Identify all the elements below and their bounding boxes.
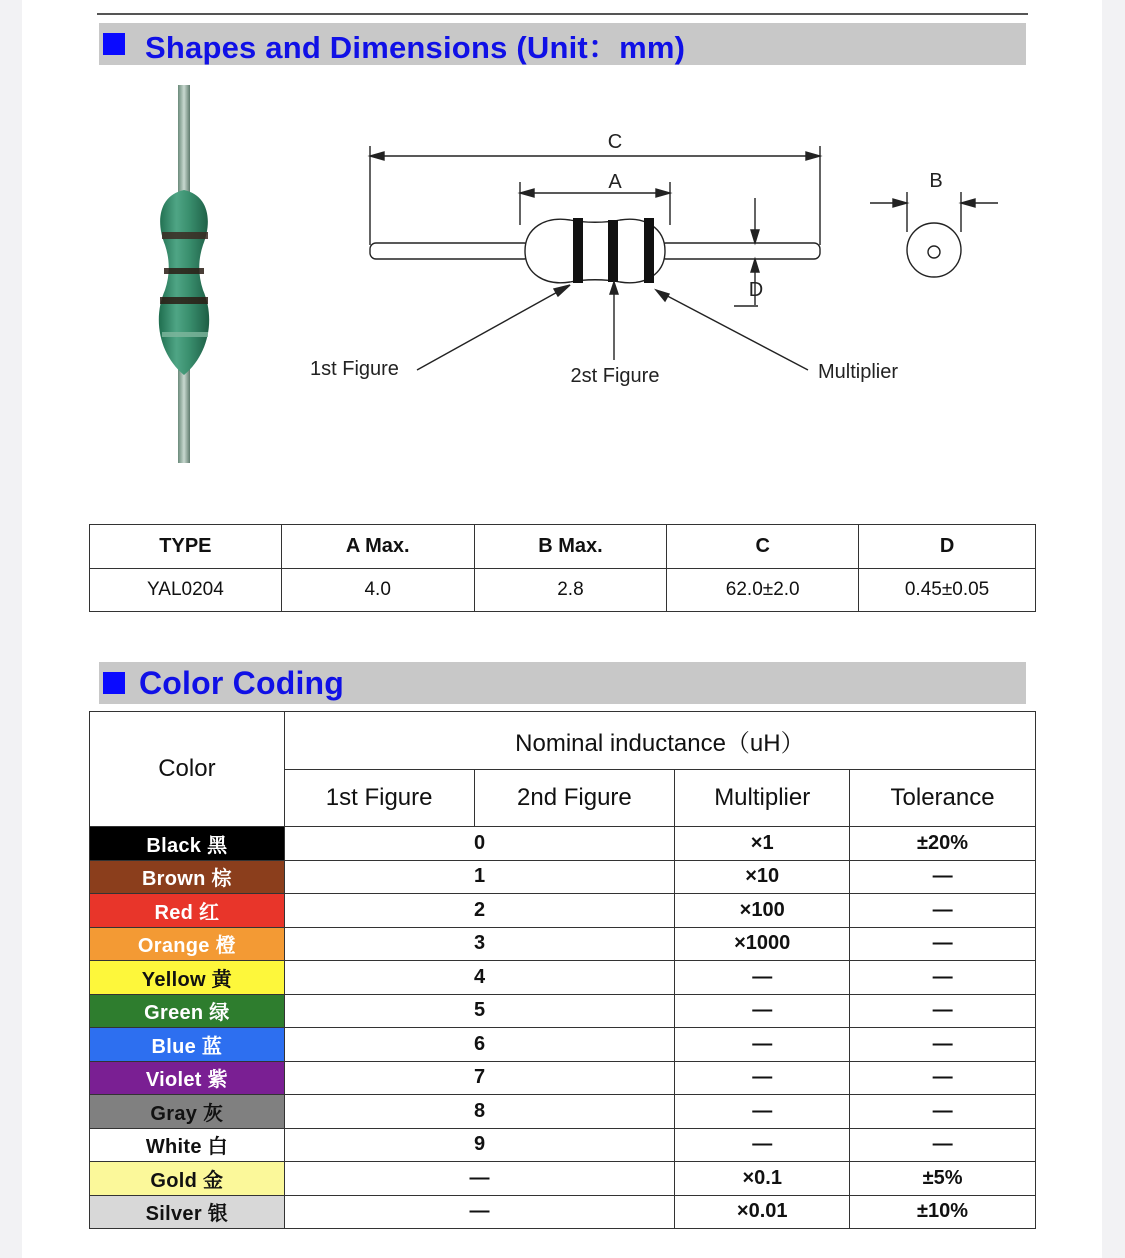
- tolerance-cell: ±10%: [850, 1195, 1036, 1229]
- table-row: [90, 1028, 1036, 1062]
- header-color: Color: [90, 712, 285, 827]
- label-a: A: [608, 171, 622, 193]
- tolerance-cell: —: [850, 1128, 1036, 1162]
- color-name-cell: Green 绿: [90, 994, 285, 1028]
- cell-type: YAL0204: [90, 569, 282, 612]
- tolerance-cell: ±5%: [850, 1162, 1036, 1196]
- color-name-cell: Silver 银: [90, 1195, 285, 1229]
- color-name-cell: Violet 紫: [90, 1061, 285, 1095]
- table-row: [90, 961, 1036, 995]
- color-coding-table: [89, 711, 1036, 1229]
- tolerance-cell: —: [850, 894, 1036, 928]
- multiplier-cell: —: [675, 961, 850, 995]
- multiplier-cell: ×10: [675, 860, 850, 894]
- multiplier-cell: ×1000: [675, 927, 850, 961]
- label-d: D: [748, 279, 764, 301]
- subheader-1st-figure: 1st Figure: [284, 770, 474, 827]
- dimensions-table: [89, 524, 1036, 612]
- multiplier-cell: —: [675, 1061, 850, 1095]
- color-name-cell: Gold 金: [90, 1162, 285, 1196]
- label-c: C: [607, 131, 623, 153]
- tolerance-cell: —: [850, 860, 1036, 894]
- col-header-b: B Max.: [474, 525, 667, 569]
- col-header-c: C: [667, 525, 859, 569]
- multiplier-cell: —: [675, 1128, 850, 1162]
- dimensions-header-row: [90, 525, 1036, 569]
- tolerance-cell: —: [850, 1095, 1036, 1129]
- color-section-header: [99, 662, 1026, 704]
- inductor-photo: [140, 85, 230, 465]
- figure-cell: 1: [284, 860, 675, 894]
- tolerance-cell: —: [850, 1028, 1036, 1062]
- color-name-cell: Brown 棕: [90, 860, 285, 894]
- top-divider: [97, 13, 1028, 15]
- figure-cell: 4: [284, 961, 675, 995]
- figure-cell: 7: [284, 1061, 675, 1095]
- figure-cell: —: [284, 1162, 675, 1196]
- callout-1st-figure: 1st Figure: [310, 358, 399, 380]
- figure-cell: 9: [284, 1128, 675, 1162]
- callout-2nd-figure: 2st Figure: [570, 365, 660, 387]
- table-row: [90, 1061, 1036, 1095]
- figure-cell: 3: [284, 927, 675, 961]
- subheader-multiplier: Multiplier: [675, 770, 850, 827]
- blue-square-icon: [103, 33, 125, 55]
- table-row: [90, 827, 1036, 861]
- multiplier-cell: ×100: [675, 894, 850, 928]
- table-row: [90, 860, 1036, 894]
- color-name-cell: Black 黑: [90, 827, 285, 861]
- tolerance-cell: —: [850, 1061, 1036, 1095]
- multiplier-cell: —: [675, 994, 850, 1028]
- cell-b: 2.8: [474, 569, 667, 612]
- table-row: [90, 927, 1036, 961]
- tolerance-cell: —: [850, 994, 1036, 1028]
- table-row: [90, 569, 1036, 612]
- table-row: [90, 1195, 1036, 1229]
- datasheet-page: [22, 0, 1102, 1258]
- color-name-cell: White 白: [90, 1128, 285, 1162]
- table-row: [90, 994, 1036, 1028]
- color-name-cell: Blue 蓝: [90, 1028, 285, 1062]
- figure-cell: 5: [284, 994, 675, 1028]
- cell-d: 0.45±0.05: [859, 569, 1036, 612]
- dimension-diagram: [280, 120, 1020, 400]
- shapes-section-title: Shapes and Dimensions (Unit：mm): [145, 29, 686, 65]
- header-nominal-inductance: Nominal inductance（uH）: [284, 712, 1035, 770]
- color-name-cell: Orange 橙: [90, 927, 285, 961]
- tolerance-cell: ±20%: [850, 827, 1036, 861]
- tolerance-cell: —: [850, 961, 1036, 995]
- multiplier-cell: ×0.1: [675, 1162, 850, 1196]
- cell-c: 62.0±2.0: [667, 569, 859, 612]
- multiplier-cell: ×0.01: [675, 1195, 850, 1229]
- table-row: [90, 1128, 1036, 1162]
- color-name-cell: Yellow 黄: [90, 961, 285, 995]
- figure-cell: 2: [284, 894, 675, 928]
- figure-cell: 8: [284, 1095, 675, 1129]
- color-section-title: Color Coding: [139, 664, 345, 701]
- cell-a: 4.0: [281, 569, 474, 612]
- col-header-d: D: [859, 525, 1036, 569]
- multiplier-cell: ×1: [675, 827, 850, 861]
- multiplier-cell: —: [675, 1095, 850, 1129]
- table-row: [90, 1095, 1036, 1129]
- shapes-section-header: [99, 23, 1026, 65]
- callout-multiplier: Multiplier: [818, 361, 899, 383]
- subheader-tolerance: Tolerance: [850, 770, 1036, 827]
- figure-cell: 6: [284, 1028, 675, 1062]
- color-name-cell: Red 红: [90, 894, 285, 928]
- blue-square-icon: [103, 672, 125, 694]
- col-header-a: A Max.: [281, 525, 474, 569]
- multiplier-cell: —: [675, 1028, 850, 1062]
- figure-cell: 0: [284, 827, 675, 861]
- col-header-type: TYPE: [90, 525, 282, 569]
- tolerance-cell: —: [850, 927, 1036, 961]
- figure-cell: —: [284, 1195, 675, 1229]
- table-row: [90, 894, 1036, 928]
- table-row: [90, 1162, 1036, 1196]
- subheader-2nd-figure: 2nd Figure: [474, 770, 675, 827]
- label-b: B: [929, 170, 943, 192]
- color-name-cell: Gray 灰: [90, 1095, 285, 1129]
